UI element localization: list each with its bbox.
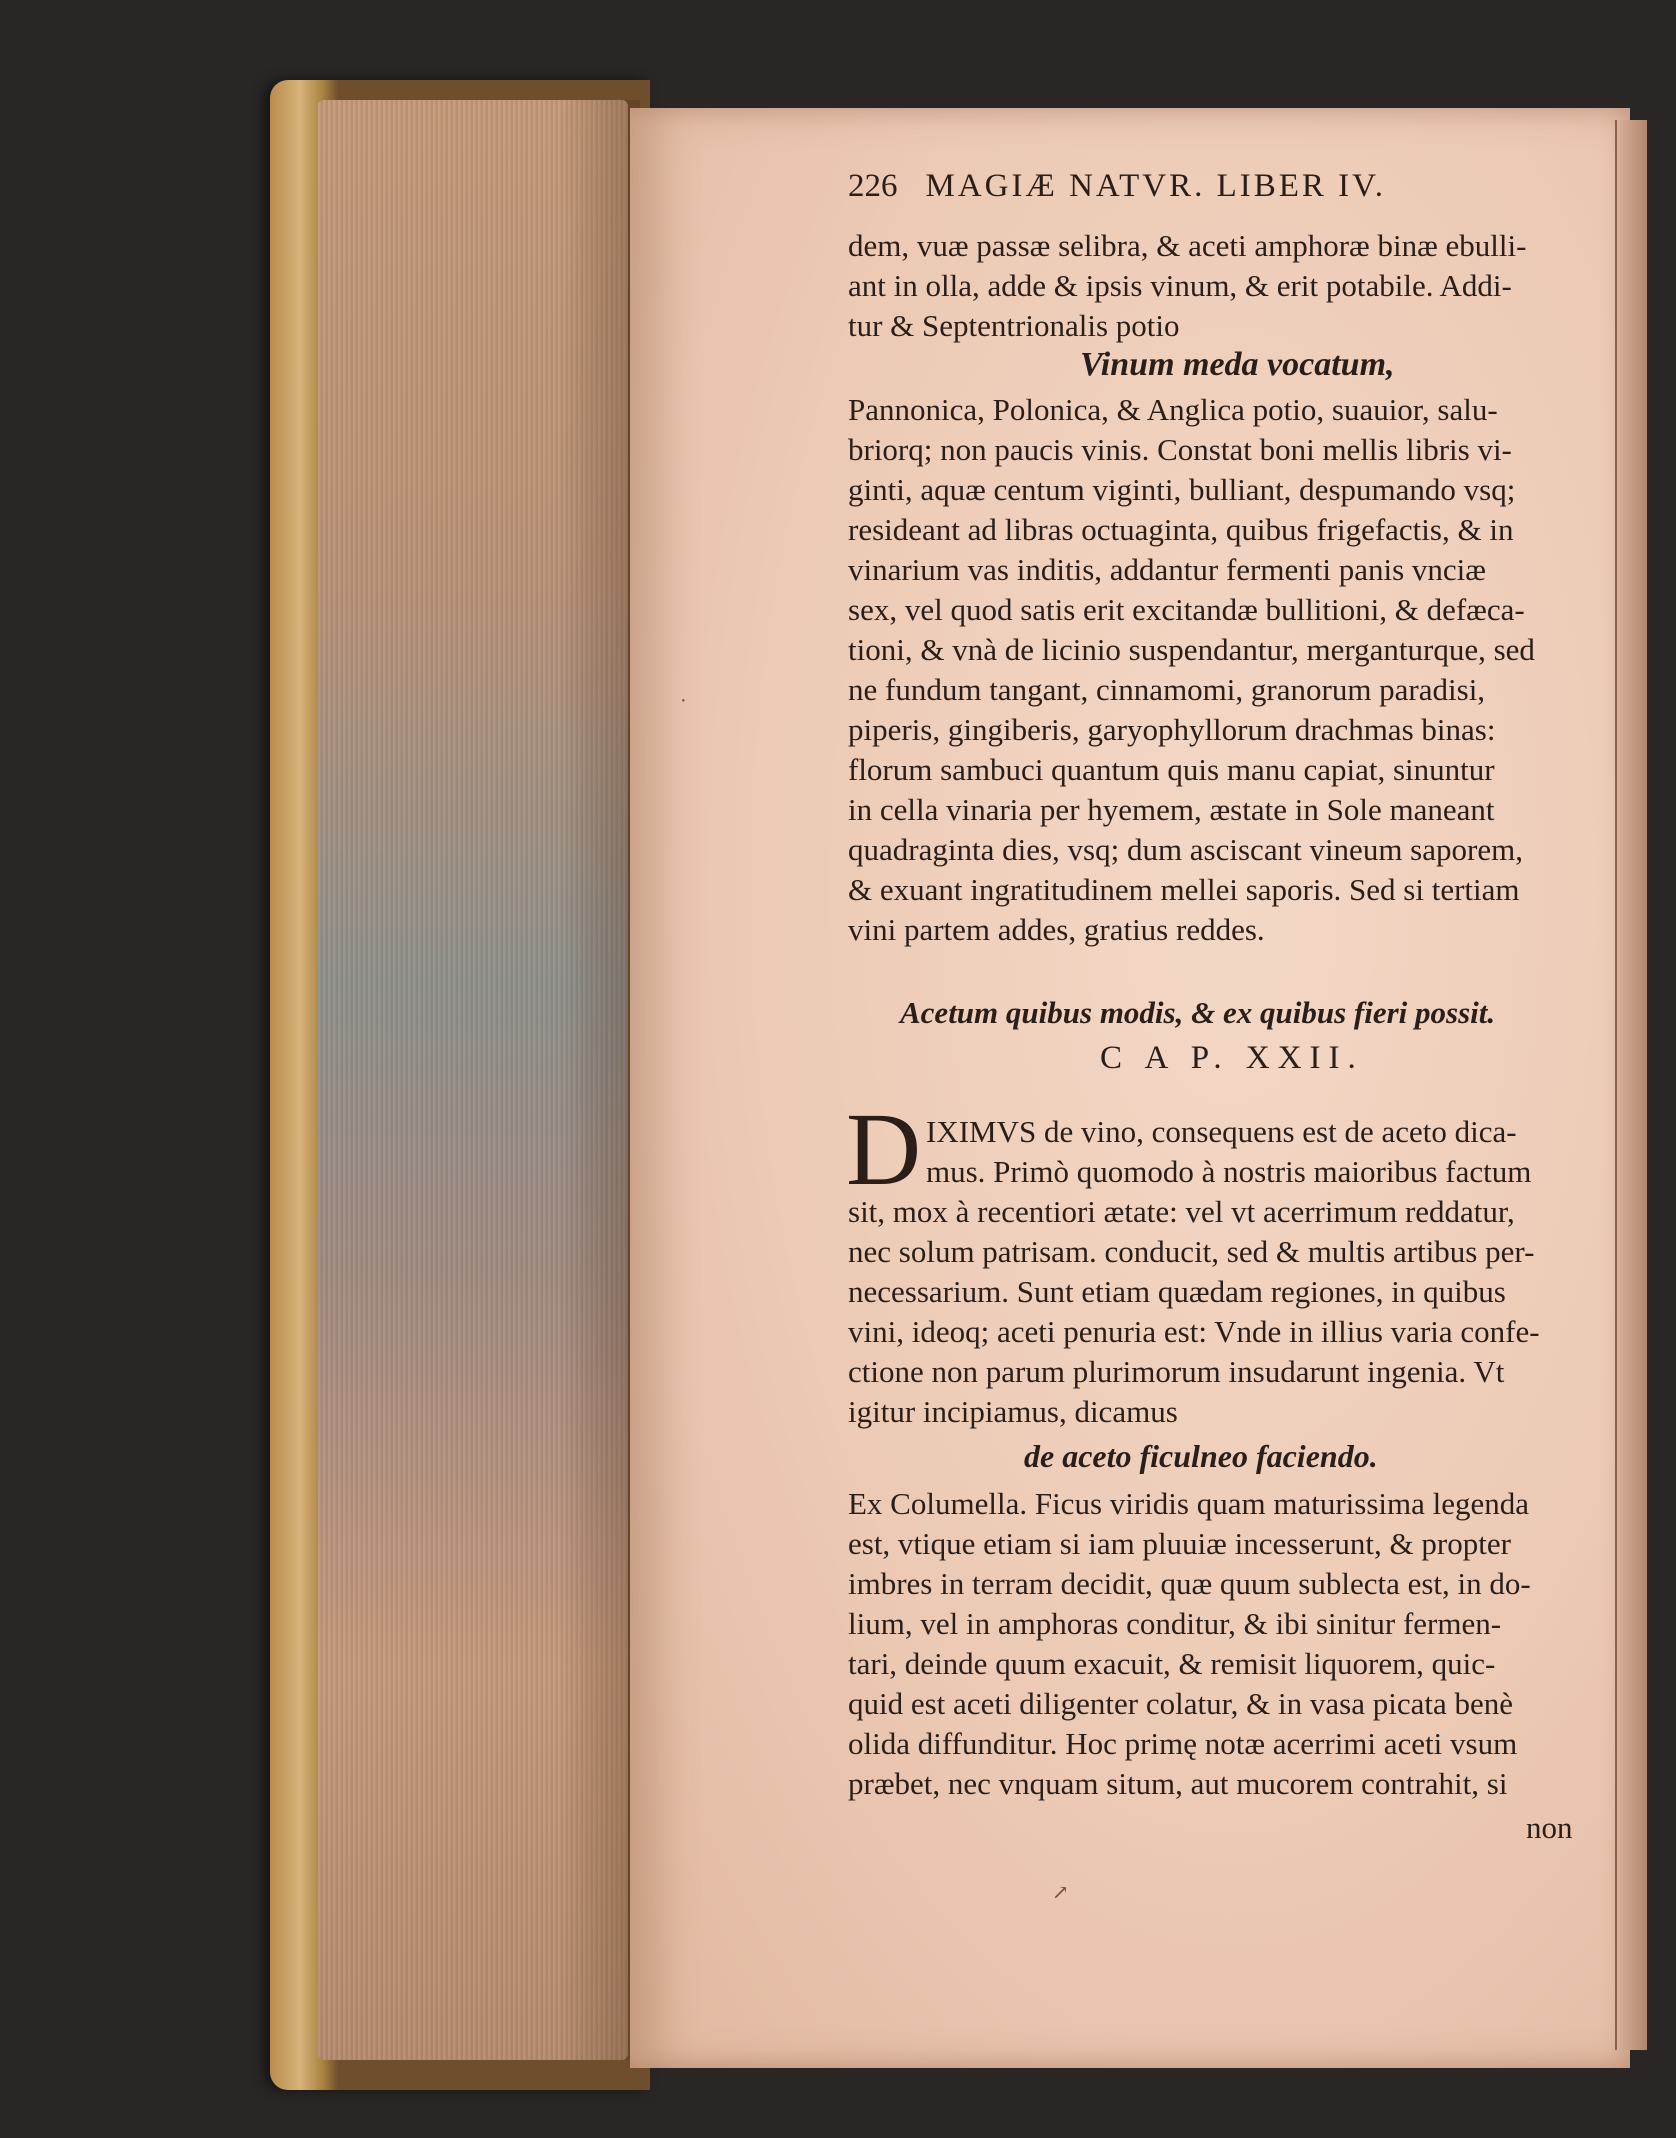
running-title: MAGIÆ NATVR. LIBER IV. [925, 168, 1386, 204]
ink-mark: · [680, 690, 687, 712]
page-number: 226 [848, 168, 898, 204]
text-line: IXIMVS de vino, consequens est de aceto dica- [926, 1114, 1517, 1149]
ink-mark: ↗ [1052, 1882, 1069, 1904]
text-line: vini partem addes, gratius reddes. [848, 912, 1265, 947]
chapter-number: C A P. XXII. [1100, 1040, 1364, 1076]
text-line: quid est aceti diligenter colatur, & in vasa picata benè [848, 1686, 1514, 1721]
text-line: igitur incipiamus, dicamus [848, 1394, 1178, 1429]
text-line: præbet, nec vnquam situm, aut mucorem contrahit, si [848, 1766, 1508, 1801]
text-line: olida diffunditur. Hoc primę notæ acerrimi aceti vsum [848, 1726, 1518, 1761]
text-line: resideant ad libras octuaginta, quibus frigefactis, & in [848, 512, 1514, 547]
text-line: piperis, gingiberis, garyophyllorum drachmas binas: [848, 712, 1496, 747]
text-line: sex, vel quod satis erit excitandæ bullitioni, & defæca- [848, 592, 1525, 627]
text-line: ne fundum tangant, cinnamomi, granorum paradisi, [848, 672, 1486, 707]
text-line: mus. Primò quomodo à nostris maioribus factum [926, 1154, 1532, 1189]
text-line: Ex Columella. Ficus viridis quam maturissima legenda [848, 1486, 1530, 1521]
text-line: imbres in terram decidit, quæ quum sublecta est, in do- [848, 1566, 1531, 1601]
section-heading: Vinum meda vocatum, [1080, 346, 1395, 383]
text-line: florum sambuci quantum quis manu capiat, sinuntur [848, 752, 1495, 787]
text-line: & exuant ingratitudinem mellei saporis. Sed si tertiam [848, 872, 1520, 907]
running-head [848, 168, 1568, 205]
text-line: quadraginta dies, vsq; dum asciscant vineum saporem, [848, 832, 1523, 867]
page-edge-shadow [560, 100, 640, 2060]
facing-page-edge [1615, 120, 1647, 2050]
text-line: ctione non parum plurimorum insudarunt ingenia. Vt [848, 1354, 1505, 1389]
drop-cap: D [846, 1092, 922, 1207]
text-line: in cella vinaria per hyemem, æstate in Sole maneant [848, 792, 1495, 827]
text-line: Pannonica, Polonica, & Anglica potio, suauior, salu- [848, 392, 1498, 427]
text-line: necessarium. Sunt etiam quædam regiones, in quibus [848, 1274, 1506, 1309]
text-line: sit, mox à recentiori ætate: vel vt acerrimum reddatur, [848, 1194, 1515, 1229]
section-heading: de aceto ficulneo faciendo. [1024, 1438, 1378, 1474]
text-line: nec solum patrisam. conducit, sed & multis artibus per- [848, 1234, 1535, 1269]
text-line: ant in olla, adde & ipsis vinum, & erit potabile. Addi- [848, 268, 1512, 303]
text-line: tari, deinde quum exacuit, & remisit liquorem, quic- [848, 1646, 1496, 1681]
text-line: vini, ideoq; aceti penuria est: Vnde in illius varia confe- [848, 1314, 1540, 1349]
chapter-title: Acetum quibus modis, & ex quibus fieri possit. [900, 995, 1496, 1030]
text-line: ginti, aquæ centum viginti, bulliant, despumando vsq; [848, 472, 1516, 507]
text-line: dem, vuæ passæ selibra, & aceti amphoræ binæ ebulli- [848, 228, 1527, 263]
text-line: lium, vel in amphoras conditur, & ibi sinitur fermen- [848, 1606, 1502, 1641]
text-line: est, vtique etiam si iam pluuiæ incesserunt, & propter [848, 1526, 1511, 1561]
text-line: tioni, & vnà de licinio suspendantur, merganturque, sed [848, 632, 1535, 667]
catchword: non [1526, 1810, 1573, 1845]
text-line: tur & Septentrionalis potio [848, 308, 1180, 343]
text-line: briorq; non paucis vinis. Constat boni mellis libris vi- [848, 432, 1512, 467]
text-line: vinarium vas inditis, addantur fermenti panis vnciæ [848, 552, 1486, 587]
